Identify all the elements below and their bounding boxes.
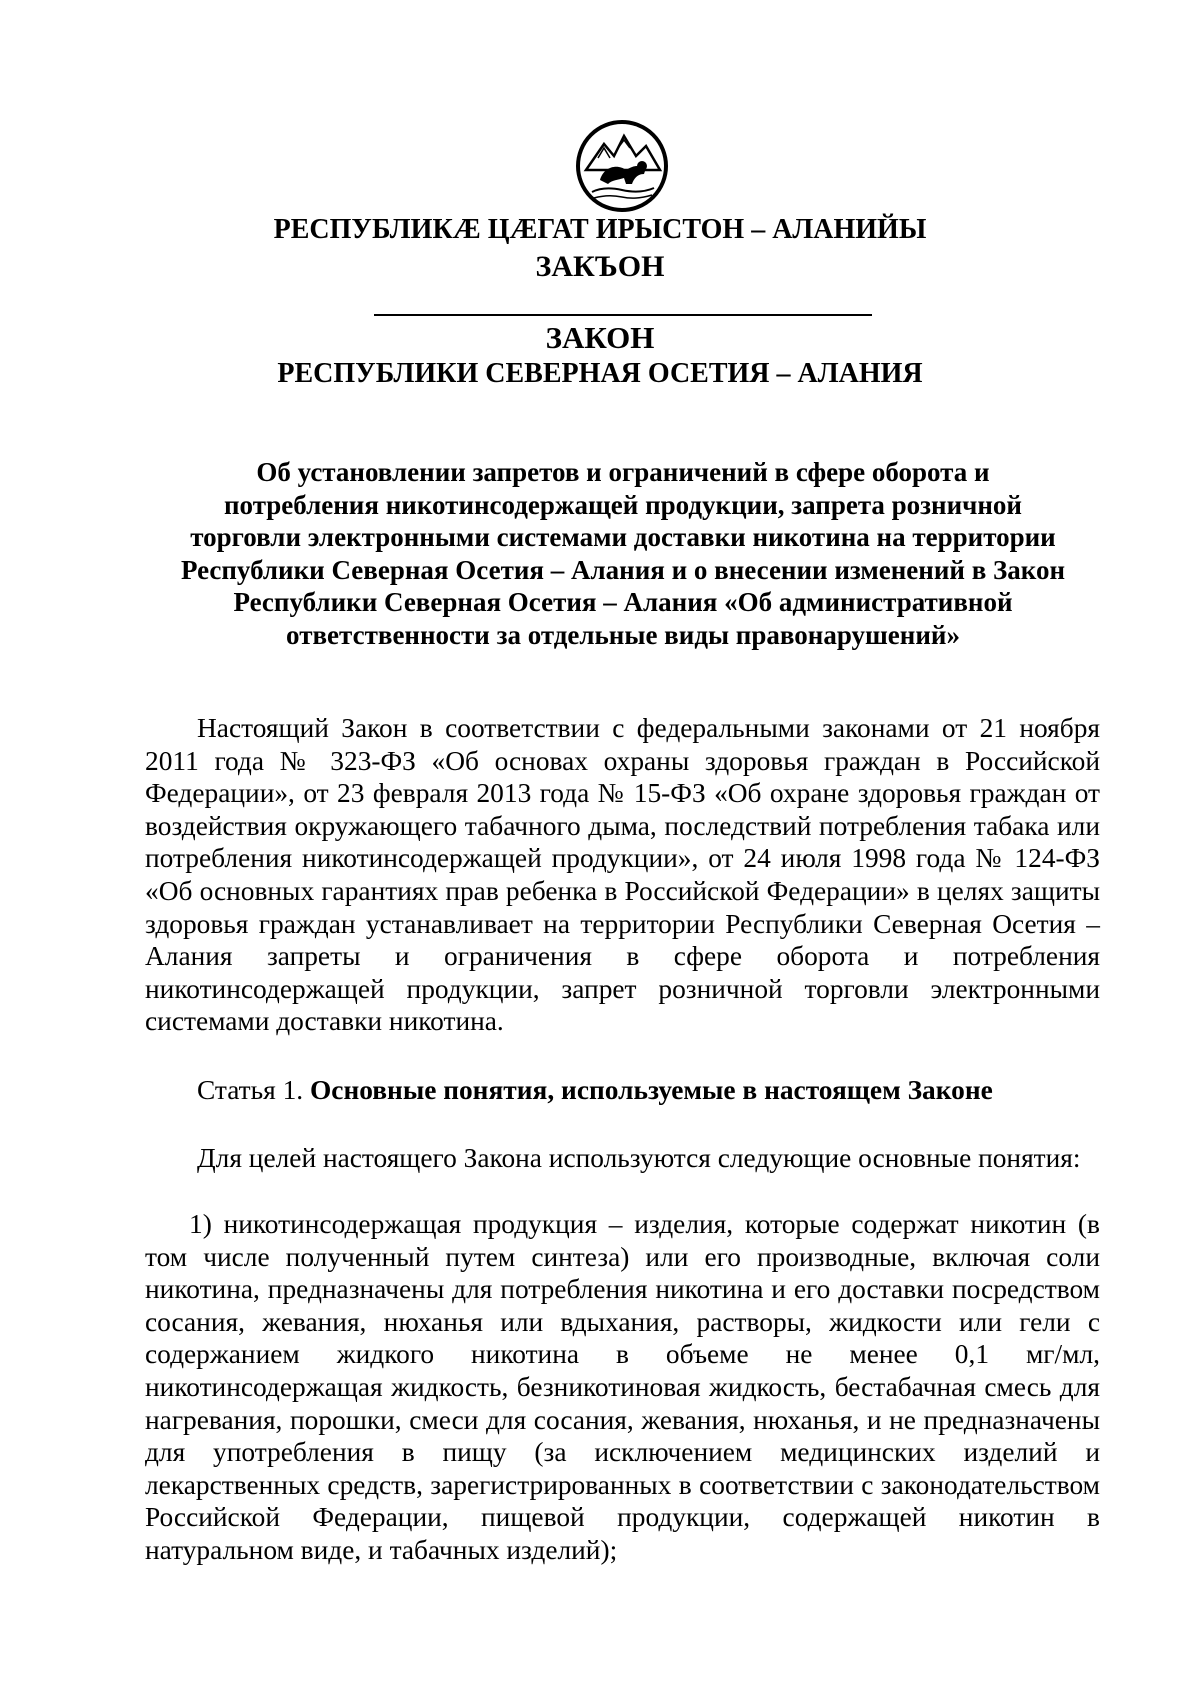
ossetian-republic-heading: РЕСПУБЛИКÆ ЦÆГАТ ИРЫСТОН – АЛАНИЙЫ	[273, 214, 927, 245]
coat-of-arms-emblem	[574, 118, 670, 214]
law-title-line: Республики Северная Осетия – Алания и о внесении изменений в Закон	[180, 554, 1066, 585]
article-1-heading	[197, 1074, 993, 1107]
article-number: Статья 1.	[197, 1075, 304, 1105]
russian-law-heading: ЗАКОН	[545, 320, 655, 355]
law-title-line: Об установлении запретов и ограничений в сфере оборота и	[256, 457, 990, 487]
ossetian-law-heading: ЗАКЪОН	[535, 250, 665, 283]
article-title: Основные понятия, используемые в настоящем Законе	[309, 1075, 993, 1105]
law-title-line: потребления никотинсодержащей продукции, запрета розничной	[224, 489, 1022, 520]
definitions-intro-paragraph: Для целей настоящего Закона используются следующие основные понятия:	[197, 1143, 1081, 1173]
definition-1-paragraph: 1) никотинсодержащая продукция – изделия, которые содержат никотин (в том числе полученный путем синтеза) или его производные, включая соли никотина, предназначены для потребления никотина и его доставки посредством сосания, жевания, нюханья или вдыхания, растворы, жидкости или гели с содержанием жидкого никотина в объеме не менее 0,1 мг/мл, никотинсодержащая жидкость, безникотиновая жидкость, бестабачная смесь для нагревания, порошки, смеси для сосания, жевания, нюханья, и не предназначены для употребления в пищу (за исключением медицинских изделий и лекарственных средств, зарегистрированных в соответствии с законодательством Российской Федерации, пищевой продукции, содержащей никотин в натуральном виде, и табачных изделий);	[145, 1209, 1100, 1565]
preamble-paragraph: Настоящий Закон в соответствии с федеральными законами от 21 ноября 2011 года № 323-ФЗ «Об основах охраны здоровья граждан в Российской Федерации», от 23 февраля 2013 года № 15-ФЗ «Об охране здоровья граждан от воздействия окружающего табачного дыма, последствий потребления табака или потребления никотинсодержащей продукции», от 24 июля 1998 года № 124-ФЗ «Об основных гарантиях прав ребенка в Российской Федерации» в целях защиты здоровья граждан устанавливает на территории Республики Северная Осетия – Алания запреты и ограничения в сфере оборота и потребления никотинсодержащей продукции, запрет розничной торговли электронными системами доставки никотина.	[145, 713, 1100, 1037]
header-divider	[374, 314, 872, 316]
law-title-line: ответственности за отдельные виды правонарушений»	[286, 619, 960, 650]
law-title-line: Республики Северная Осетия – Алания «Об административной	[233, 587, 1013, 617]
russian-republic-heading: РЕСПУБЛИКИ СЕВЕРНАЯ ОСЕТИЯ – АЛАНИЯ	[277, 358, 923, 389]
law-title	[150, 456, 1096, 651]
law-title-line: торговли электронными системами доставки никотина на территории	[190, 522, 1056, 552]
